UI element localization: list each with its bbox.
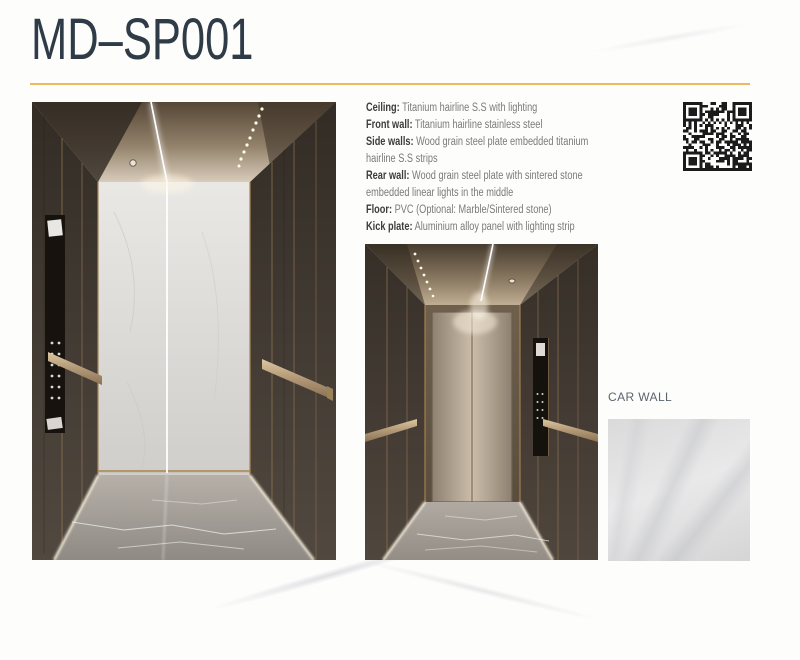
accent-underline xyxy=(30,83,750,85)
spec-row xyxy=(366,202,616,219)
spec-label: Floor: xyxy=(366,204,393,216)
page-title: MD–SP001 xyxy=(31,7,254,72)
elevator-render-door-view xyxy=(365,244,598,560)
elevator-doors xyxy=(432,310,512,502)
spec-value: Wood grain steel plate embedded titanium hairline S.S strips xyxy=(366,136,589,165)
spec-value: Titanium hairline stainless steel xyxy=(414,119,543,131)
qr-code-icon xyxy=(683,102,752,171)
spec-row xyxy=(366,219,616,236)
cop-panel xyxy=(45,215,65,433)
spec-value: Titanium hairline S.S with lighting xyxy=(402,102,538,114)
spec-row xyxy=(366,134,616,168)
car-wall-label: CAR WALL xyxy=(608,390,673,404)
spec-value: Wood grain steel plate with sintered stone embedded linear lights in the middle xyxy=(366,170,583,199)
car-wall-material-swatch xyxy=(608,419,750,561)
spec-label: Front wall: xyxy=(366,119,413,131)
spec-value: PVC (Optional: Marble/Sintered stone) xyxy=(394,204,552,216)
kick-plate-gold-skirting xyxy=(98,470,250,472)
spec-row xyxy=(366,117,616,134)
spec-label: Side walls: xyxy=(366,136,414,148)
spec-label: Ceiling: xyxy=(366,102,400,114)
rear-wall xyxy=(98,182,250,475)
spec-row xyxy=(366,100,616,117)
cop-panel xyxy=(533,338,549,456)
elevator-render-rear-view xyxy=(32,102,336,560)
spec-row xyxy=(366,168,616,202)
spec-value: Aluminium alloy panel with lighting strip xyxy=(414,221,575,233)
spec-label: Kick plate: xyxy=(366,221,413,233)
spec-label: Rear wall: xyxy=(366,170,410,182)
spec-list xyxy=(366,100,616,236)
